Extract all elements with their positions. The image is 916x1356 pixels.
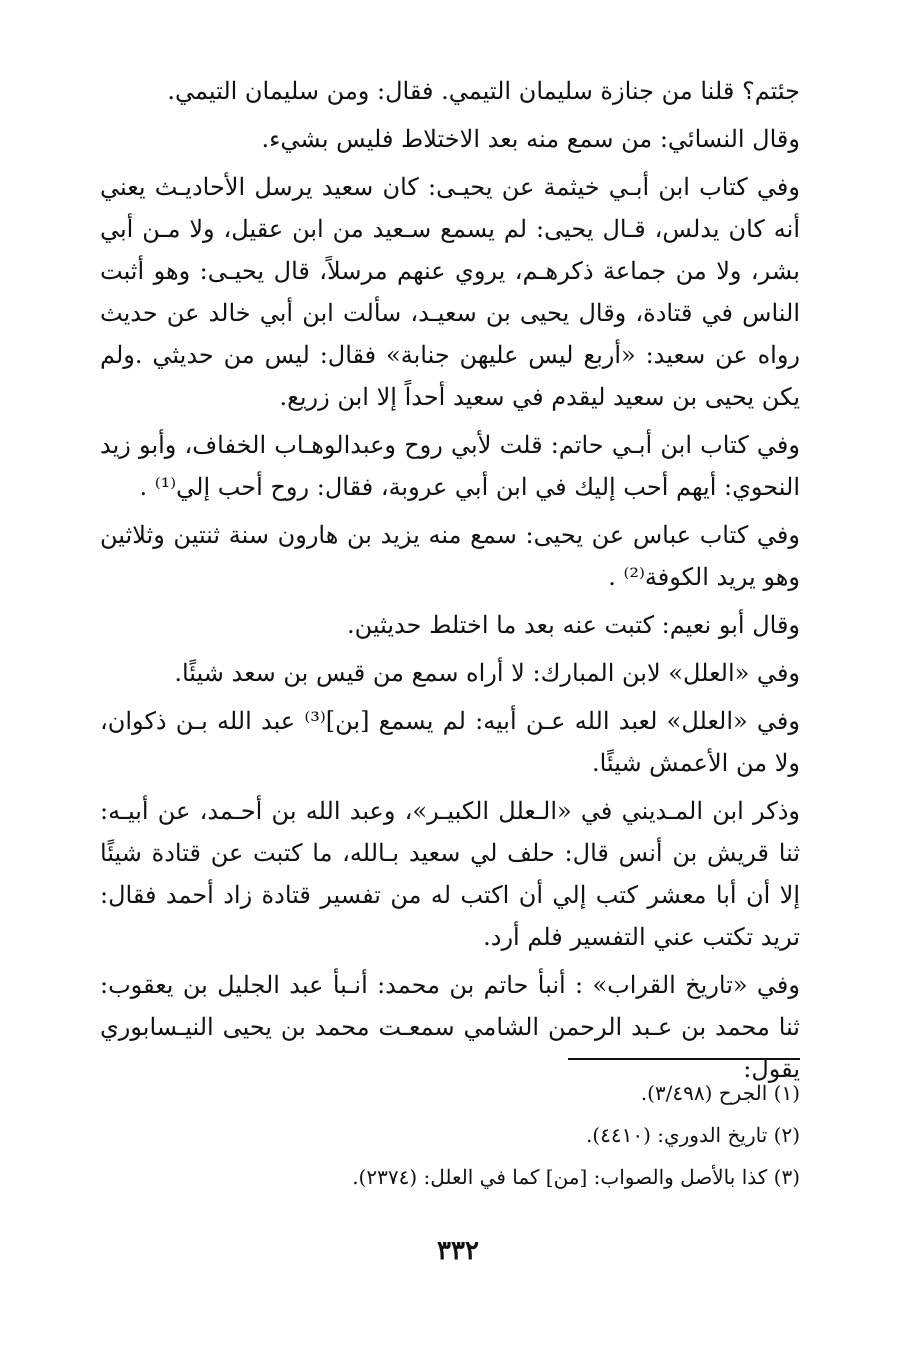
footnote-2: (٢) تاريخ الدوري: (٤٤١٠). [585, 1123, 800, 1147]
paragraph-8: وفي «العلل» لعبد الله عـن أبيه: لم يسمع [بن]⁽³⁾ عبد الله بـن ذكوان، ولا من الأعمش شيئًا. [100, 707, 800, 777]
paragraph-6: وقال أبو نعيم: كتبت عنه بعد ما اختلط حديثين. [346, 611, 800, 639]
paragraph-5: وفي كتاب عباس عن يحيى: سمع منه يزيد بن هارون سنة ثنتين وثلاثين وهو يريد الكوفة⁽²⁾ . [100, 521, 800, 591]
footnote-1: (١) الجرح (٣/٤٩٨). [640, 1081, 800, 1105]
paragraph-7: وفي «العلل» لابن المبارك: لا أراه سمع من قيس بن سعد شيئًا. [174, 659, 800, 687]
page-number: ٣٣٢ [437, 1236, 479, 1266]
paragraph-1: جئتم؟ قلنا من جنازة سليمان التيمي. فقال: ومن سليمان التيمي. [167, 77, 800, 105]
paragraph-2: وقال النسائي: من سمع منه بعد الاختلاط فليس بشيء. [261, 125, 800, 153]
paragraph-10: وفي «تاريخ القراب» : أنبأ حاتم بن محمد: أنـبأ عبد الجليل بن يعقوب: ثنا محمد بن عـبد الرحمن الشامي سمعـت محمد بن يحيى النيـسابوري يقول: [100, 971, 800, 1083]
paragraph-4: وفي كتاب ابن أبـي حاتم: قلت لأبي روح وعبدالوهـاب الخفاف، وأبو زيد النحوي: أيهم أحب إليك في ابن أبي عروبة، فقال: روح أحب إلي⁽¹⁾ . [100, 431, 800, 501]
footnotes [100, 1072, 800, 1198]
paragraph-9: وذكر ابن المـديني في «الـعلل الكبيـر»، وعبد الله بن أحـمد، عن أبيـه: ثنا قريش بن أنس قال: حلف لي سعيد بـالله، ما كتبت عن قتادة شيئًا إلا أن أبا معشر كتب إلي أن اكتب له من تفسير قتادة زاد أحمد فقال: تريد تكتب عني التفسير فلم أرد. [100, 797, 801, 951]
paragraph-3: وفي كتاب ابن أبـي خيثمة عن يحيـى: كان سعيد يرسل الأحاديـث يعني أنه كان يدلس، قـال يحيى: لم يسمع سـعيد من ابن عقيل، ولا مـن أبي بشر، ولا من جماعة ذكرهـم، يروي عنهم مرسلاً، قال يحيـى: وهو أثبت الناس في قتادة، وقال يحيى بن سعيـد، سألت ابن أبي خالد عن حديث رواه عن سعيد: «أربع ليس عليهن جنابة» فقال: ليس من حديثي .ولم يكن يحيى بن سعيد ليقدم في سعيد أحداً إلا ابن زريع. [100, 173, 801, 411]
footnote-divider [568, 1058, 800, 1060]
footnote-3: (٣) كذا بالأصل والصواب: [من] كما في العلل: (٢٣٧٤). [352, 1165, 800, 1189]
main-text [100, 70, 800, 1096]
